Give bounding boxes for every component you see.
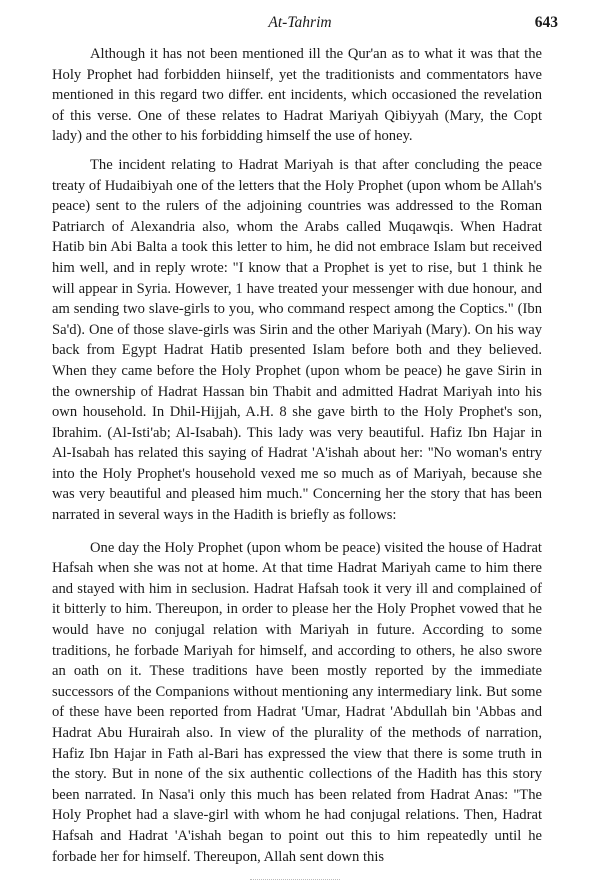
page-header	[0, 6, 600, 36]
scan-mark	[250, 879, 340, 880]
paragraph-2: The incident relating to Hadrat Mariyah is that after concluding the peace treaty of Hudaibiyah one of the letters that the Holy Prophet (upon whom be Allah's peace) sent to the rulers of the adjoining countries was addressed to the Roman Patriarch of Alexandria also, whom the Arabs called Muqawqis. When Hadrat Hatib bin Abi Balta a took this letter to him, he did not embrace Islam but received him well, and in reply wrote: "I know that a Prophet is yet to rise, but 1 think he will appear in Syria. However, 1 have treated your messenger with due honour, and am sending two slave-girls to you, who command respect among the Coptics." (Ibn Sa'd). One of those slave-girls was Sirin and the other Mariyah (Mary). On his way back from Egypt Hadrat Hatib presented Islam before both and they believed. When they came before the Holy Prophet (upon whom be peace) he gave Sirin in the ownership of Hadrat Hassan bin Thabit and admitted Hadrat Mariyah into his own household. In Dhil-Hijjah, A.H. 8 she gave birth to the Holy Prophet's son, Ibrahim. (Al-Isti'ab; Al-Isabah). This lady was very beautiful. Hafiz Ibn Hajar in Al-Isabah has related this saying of Hadrat 'A'ishah about her: "No woman's entry into the Holy Prophet's household vexed me so much as of Mariyah, because she was very beautiful and pleased him much." Concerning her the story that has been narrated in several ways in the Hadith is briefly as follows:	[52, 156, 542, 524]
body-text	[52, 44, 542, 875]
running-title: At-Tahrim	[268, 14, 332, 31]
paragraph-3: One day the Holy Prophet (upon whom be peace) visited the house of Hadrat Hafsah when she was not at home. At that time Hadrat Mariyah came to him there and stayed with him in seclusion. Hadrat Hafsah took it very ill and complained of it bitterly to him. Thereupon, in order to please her the Holy Prophet vowed that he would have no conjugal relation with Mariyah in future. According to some traditions, he forbade Mariyah for himself, and according to others, he also swore an oath on it. These traditions have been mostly reported by the immediate successors of the Companions without mentioning any intermediary link. But some of these have been reported from Hadrat 'Umar, Hadrat 'Abdullah bin 'Abbas and Hadrat Abu Hurairah also. In view of the plurality of the methods of narration, Hafiz Ibn Hajar in Fath al-Bari has expressed the view that there is some truth in the story. But in none of the six authentic collections of the Hadith has this story been narrated. In Nasa'i only this much has been related from Hadrat Anas: "The Holy Prophet had a slave-girl with whom he had conjugal relations. Then, Hadrat Hafsah and Hadrat 'A'ishah began to point out this to him repeatedly until he forbade her for himself. Thereupon, Allah sent down this	[52, 539, 542, 865]
page-number: 643	[534, 14, 558, 31]
paragraph-1: Although it has not been mentioned ill the Qur'an as to what it was that the Holy Prophet had forbidden hiinself, yet the traditionists and commentators have mentioned in this regard two differ. ent incidents, which occasioned the revelation of this verse. One of these relates to Hadrat Mariyah Qibiyyah (Mary, the Copt lady) and the other to his forbidding himself the use of honey.	[52, 46, 542, 145]
